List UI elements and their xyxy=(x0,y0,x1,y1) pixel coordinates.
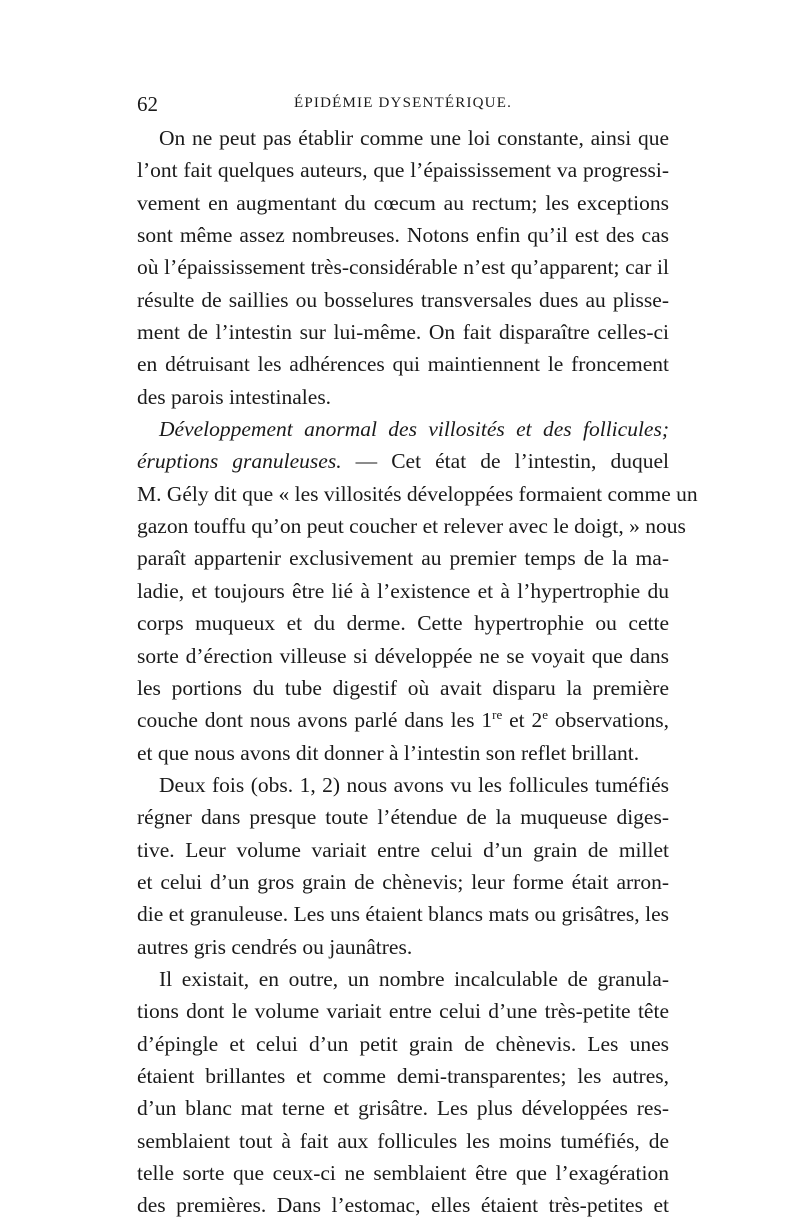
text-fragment: observations, xyxy=(548,708,669,733)
text-line: et celui d’un gros grain de chènevis; leur forme était arron- xyxy=(137,869,669,894)
text-line: On ne peut pas établir comme une loi constante, ainsi que xyxy=(159,126,669,150)
superscript: e xyxy=(542,707,549,723)
text-line: où l’épaississement très-considérable n’est qu’apparent; car il xyxy=(137,255,669,280)
text-line: sorte d’érection villeuse si développée ne se voyait que dans xyxy=(137,643,669,668)
text-line: M. Gély dit que « les villosités développées formaient comme un xyxy=(137,481,698,506)
text-fragment: couche dont nous avons parlé dans les 1 xyxy=(137,708,493,733)
superscript: re xyxy=(492,707,503,723)
text-fragment: — Cet état de l’intestin, duquel xyxy=(341,449,669,474)
text-line: et que nous avons dit donner à l’intestin son reflet brillant. xyxy=(137,740,640,765)
page-number: 62 xyxy=(137,92,158,116)
text-line: d’épingle et celui d’un petit grain de chènevis. Les unes xyxy=(137,1031,669,1056)
text-line: autres gris cendrés ou jaunâtres. xyxy=(137,934,413,959)
text-line: gazon touffu qu’on peut coucher et relever avec le doigt, » nous xyxy=(137,514,686,539)
text-line: d’un blanc mat terne et grisâtre. Les plus développées res- xyxy=(137,1096,669,1121)
text-line: résulte de saillies ou bosselures transversales dues au plisse- xyxy=(137,287,669,312)
text-line: des parois intestinales. xyxy=(137,384,332,409)
text-line: des premières. Dans l’estomac, elles étaient très-petites et xyxy=(137,1193,669,1218)
text-line: sont même assez nombreuses. Notons enfin qu’il est des cas xyxy=(137,223,669,248)
text-line: en détruisant les adhérences qui maintiennent le froncement xyxy=(137,352,669,377)
text-fragment: et 2 xyxy=(502,708,543,733)
section-heading-end: éruptions granuleuses. xyxy=(137,449,342,474)
section-heading-line: Développement anormal des villosités et des follicules; xyxy=(159,417,669,442)
text-line: Il existait, en outre, un nombre incalculable de granula- xyxy=(159,966,669,991)
text-line: tions dont le volume variait entre celui d’une très-petite tête xyxy=(137,999,669,1024)
text-line: ladie, et toujours être lié à l’existence et à l’hypertrophie du xyxy=(137,578,669,603)
text-line: ment de l’intestin sur lui-même. On fait disparaître celles-ci xyxy=(137,320,669,345)
page-header xyxy=(137,92,669,116)
text-line: telle sorte que ceux-ci ne semblaient être que l’exagération xyxy=(137,1161,669,1185)
text-line: Deux fois (obs. 1, 2) nous avons vu les follicules tuméfiés xyxy=(159,772,669,797)
text-line: paraît appartenir exclusivement au premier temps de la ma- xyxy=(137,546,669,571)
body-text xyxy=(137,122,698,1222)
text-line: les portions du tube digestif où avait disparu la première xyxy=(137,675,669,700)
text-line: die et granuleuse. Les uns étaient blancs mats ou grisâtres, les xyxy=(137,902,669,927)
running-title: ÉPIDÉMIE DYSENTÉRIQUE. xyxy=(293,95,513,111)
text-line: étaient brillantes et comme demi-transparentes; les autres, xyxy=(137,1063,669,1088)
text-line: semblaient tout à fait aux follicules les moins tuméfiés, de xyxy=(137,1128,669,1153)
text-line xyxy=(137,704,669,736)
text-line: corps muqueux et du derme. Cette hypertrophie ou cette xyxy=(137,611,669,636)
text-line xyxy=(137,445,669,477)
text-line: tive. Leur volume variait entre celui d’un grain de millet xyxy=(137,837,669,862)
text-line: vement en augmentant du cœcum au rectum; les exceptions xyxy=(137,190,669,215)
text-line: l’ont fait quelques auteurs, que l’épaississement va progressi- xyxy=(137,158,669,183)
text-line: régner dans presque toute l’étendue de la muqueuse diges- xyxy=(137,805,669,830)
